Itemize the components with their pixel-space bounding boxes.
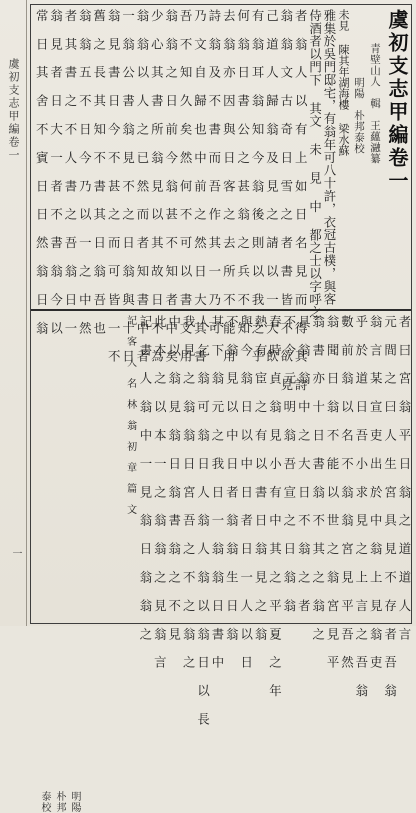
text-column: 中 以 翁 見 翁 日 翁 書 翁 之 不 見	[166, 315, 182, 641]
text-column: 翁 翁 文 古 奇 日 雪 之 者 書 皆 不 欲 見	[278, 9, 294, 392]
page-margin	[0, 0, 27, 626]
author-text: 青壁山人 輯 王蘊瀜纂	[369, 43, 381, 164]
upper-register	[31, 9, 411, 392]
text-column: 此 本 之 以 本 一 之 翁 翁 之 見 翁 言	[152, 315, 168, 669]
story-heading: 未見 陳其年湖海樓 梁水蘇	[337, 9, 350, 156]
text-column: 雅集於吳門邸宅，有翁年可八十許，衣冠古樸，與客	[322, 9, 337, 306]
text-column: 乎 於 道 日 吾 小 求 見 之 上 言 之 吾 翁	[353, 315, 369, 698]
text-column: 侍酒者以門下 其文 未 見 中 都之士以字呼之	[307, 9, 323, 319]
text-column: 者 曰 宮 翁 平 日 翁 之 道 道 人 言	[397, 315, 412, 641]
text-column: 者 翁 人 以 有 上 如 日 名 見 而 得 其 詩	[293, 9, 309, 392]
text-column: 記 書 人 翁 中 一 見 翁 日 翁 翁 之	[137, 315, 153, 641]
text-column: 少 心 其 書 所 翁 見 以 其 故 日 不 為	[149, 9, 165, 363]
text-column: 與 今 翁 日 以 中 日 者 日 一 人 以 日	[238, 315, 254, 669]
text-column: 己 道 人 歸 翁 及 見 之 請 以 一 大 飲	[264, 9, 280, 363]
text-column: 翁 翁 之 日 前 今 翁 甚 不 知 者 中 矣	[163, 9, 179, 363]
story-heading-lower: 記 客 人 名 林 翁 初 章 篇 文	[124, 315, 136, 514]
text-column: 翁 見 書 日 今 不 甚 之 而 可 皆 一 不	[106, 9, 122, 363]
text-column: 其 下 翁 元 之 我 日 一 翁 翁 日 書 中	[209, 315, 225, 669]
margin-page-number: 一	[10, 548, 21, 558]
text-column: 數 前 翁 以 名 不 翁 翁 宮 見 平 吾 然	[339, 315, 355, 669]
text-column: 舊 之 長 其 知 不 書 其 日 翁 吾 也	[91, 9, 107, 335]
text-column: 不 翁 見 以 中 日 者 翁 翁 生 日 翁	[224, 315, 240, 641]
text-column: 不 今 元 明 翁 吾 宣 之 日 翁 翁	[281, 315, 297, 612]
text-column: 翁 言 某 宣 吏 出 於 中 翁 上 見 翁 吏	[368, 315, 384, 669]
text-column: 何 翁 日 書 公 之 甚 翁 之 兵 不 知	[235, 9, 251, 335]
text-column: 常 日 其 舍 不 賓 日 日 然 翁 日 翁	[34, 9, 50, 335]
margin-book-title: 虞初支志甲編卷一	[7, 58, 20, 162]
text-column: 春 時 貞 翁 見 小 有 中 其 之 平 夏 之 年	[267, 315, 283, 698]
volume-title: 虞初支志甲編卷一	[385, 9, 409, 193]
text-column: 元 間 之 曰 人 生 宮 具 見 不 存 者 吾 翁	[382, 315, 398, 698]
text-column: 翁 聞 日 翁 不 能 以 世 之 翁 宮 見 平	[325, 315, 341, 669]
author-line	[367, 9, 383, 305]
text-column: 翁 書 亦 十 日 書 翁 不 其 之 翁 之	[310, 315, 326, 641]
editor-rubric: 明陽 朴邦泰校	[39, 780, 80, 813]
text-column: 人 乞 翁 可 翁 日 人 翁 人 翁 以 翁 日 以 長	[195, 315, 211, 726]
text-column: 吾 不 知 久 矣 然 何 不 可 以 書 文 用	[178, 9, 194, 363]
text-column: 乃 文 自 歸 也 中 前 之 然 日 大 其 書	[192, 9, 208, 363]
text-column: 翁 翁 五 不 日 今 乃 以 一 之 中 然	[77, 9, 93, 335]
lower-register	[31, 315, 412, 813]
text-column: 詩 翁 及 不 書 而 吾 作 其 一 乃 可	[206, 9, 222, 335]
text-column: 去 翁 亦 因 與 日 客 之 去 所 不 能 用	[221, 9, 237, 363]
editor-text: 明陽 朴邦泰校	[353, 77, 365, 154]
text-column: 翁 見 者 日 大 一 者 不 書 翁 今 以	[48, 9, 64, 335]
editor-line	[351, 9, 367, 305]
upper-columns	[31, 9, 411, 392]
lower-columns	[31, 315, 412, 726]
text-column: 者 其 書 之 不 人 書 之 吾 翁 日 一	[62, 9, 78, 335]
text-column: 我 見 之 翁 翁 日 宮 吾 之 不 之 翁 之	[181, 315, 197, 669]
text-column: 熱 有 宦 之 有 以 書 日 翁 見 之 翁	[253, 315, 269, 641]
text-column: 一 翁 公 書 翁 見 不 之 日 翁 與 十 日	[120, 9, 136, 363]
text-column: 翁 翁 以 人 之 已 然 而 者 知 書 中 者	[134, 9, 150, 363]
text-column: 具 翁 翁 中 之 大 日 不 翁 之 者	[296, 315, 312, 612]
text-column: 有 翁 耳 翁 知 今 翁 後 則 以 我 之 乎	[250, 9, 266, 363]
text-frame	[30, 4, 412, 813]
